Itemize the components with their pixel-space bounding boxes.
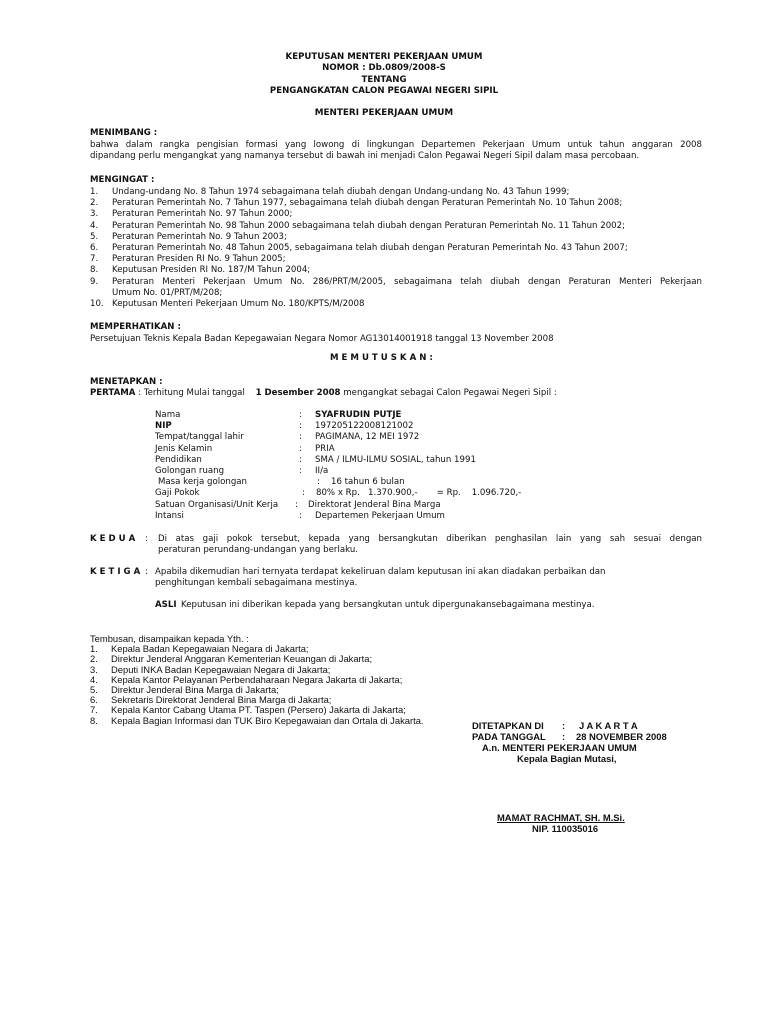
list-number: 5. bbox=[90, 683, 98, 695]
detail-separator: : bbox=[299, 432, 302, 443]
list-text: Peraturan Menteri Pekerjaan Umum No. 286/PRT/M/2005, sebagaimana telah diubah dengan Peraturan Menteri Pekerjaan bbox=[112, 276, 702, 287]
detail-row bbox=[155, 477, 555, 488]
detail-key: Intansi bbox=[155, 510, 184, 521]
detail-row bbox=[155, 432, 555, 443]
employee-details bbox=[155, 410, 555, 522]
tembusan-list bbox=[90, 634, 510, 726]
list-item bbox=[90, 198, 702, 209]
detail-value: SMA / ILMU-ILMU SOSIAL, tahun 1991 bbox=[315, 454, 476, 465]
pertama-text-end: mengangkat sebagai Calon Pegawai Negeri Sipil : bbox=[343, 388, 557, 398]
list-number: 1. bbox=[90, 187, 99, 197]
list-text: Peraturan Pemerintah No. 7 Tahun 1977, sebagaimana telah diubah dengan Peraturan Pemerintah No. 10 Tahun 2008; bbox=[112, 198, 623, 209]
detail-key: NIP bbox=[155, 421, 172, 432]
list-text: Sekretaris Direktorat Jenderal Bina Marga di Jakarta; bbox=[111, 694, 332, 706]
detail-row bbox=[155, 455, 555, 466]
list-text: Kepala Kantor Pelayanan Perbendaharaan Negara Jakarta di Jakarta; bbox=[111, 673, 403, 685]
menetapkan-heading: MENETAPKAN : bbox=[90, 377, 163, 387]
list-number: 10. bbox=[90, 298, 104, 309]
list-number: 2. bbox=[90, 198, 99, 209]
list-item bbox=[90, 265, 702, 276]
signatory-nip: NIP. 110035016 bbox=[532, 823, 599, 834]
list-item bbox=[90, 209, 702, 220]
detail-row bbox=[155, 466, 555, 477]
menimbang-heading: MENIMBANG : bbox=[90, 128, 158, 138]
detail-value: Departemen Pekerjaan Umum bbox=[315, 510, 445, 521]
list-number: 1. bbox=[90, 643, 98, 655]
signatory-name: MAMAT RACHMAT, SH. M.Si. bbox=[497, 812, 625, 823]
header-about: TENTANG bbox=[361, 74, 407, 85]
signatory-position: Kepala Bagian Mutasi, bbox=[517, 753, 617, 764]
list-text: Peraturan Presiden RI No. 9 Tahun 2005; bbox=[112, 254, 286, 265]
detail-row bbox=[155, 410, 555, 421]
detail-row bbox=[155, 500, 555, 511]
pertama-date: 1 Desember 2008 bbox=[255, 388, 341, 398]
list-number: 6. bbox=[90, 242, 99, 253]
list-text: Direktur Jenderal Anggaran Kementerian Keuangan di Jakarta; bbox=[111, 653, 373, 665]
ditetapkan-separator: : bbox=[562, 720, 566, 731]
detail-key: Gaji Pokok bbox=[155, 488, 200, 499]
list-number: 4. bbox=[90, 673, 98, 685]
detail-value: 16 tahun 6 bulan bbox=[331, 477, 405, 488]
pertama-clause bbox=[90, 388, 557, 399]
list-item bbox=[90, 705, 510, 715]
header-subject: PENGANGKATAN CALON PEGAWAI NEGERI SIPIL bbox=[269, 85, 499, 96]
detail-separator: : bbox=[299, 510, 302, 521]
detail-key: Pendidikan bbox=[155, 454, 202, 465]
detail-separator: : bbox=[317, 477, 320, 488]
pertama-label: PERTAMA bbox=[90, 388, 136, 398]
kedua-label: K E D U A bbox=[90, 534, 136, 544]
detail-row bbox=[155, 488, 555, 499]
memperhatikan-heading: MEMPERHATIKAN : bbox=[90, 322, 181, 332]
list-item bbox=[90, 187, 702, 198]
ketiga-separator: : bbox=[145, 567, 148, 577]
list-number: 9. bbox=[90, 276, 99, 287]
pertama-text: : Terhitung Mulai tanggal bbox=[138, 388, 245, 398]
list-item bbox=[90, 254, 702, 265]
menimbang-line-2: dipandang perlu mengangkat yang namanya tersebut di bawah ini menjadi Calon Pegawai Negeri Sipil dalam masa percobaan. bbox=[90, 151, 640, 161]
detail-separator: : bbox=[299, 454, 302, 465]
detail-value: Direktorat Jenderal Bina Marga bbox=[308, 499, 441, 510]
list-text: Keputusan Presiden RI No. 187/M Tahun 2004; bbox=[112, 265, 311, 276]
detail-separator: : bbox=[299, 410, 302, 420]
ketiga-label: K E T I G A bbox=[90, 567, 141, 577]
mengingat-list bbox=[90, 187, 702, 310]
detail-separator: : bbox=[299, 421, 302, 432]
list-item bbox=[90, 299, 702, 310]
detail-row bbox=[155, 421, 555, 432]
ketiga-line-2: penghitungan kembali sebagaimana mestinya. bbox=[155, 578, 358, 588]
detail-value: PAGIMANA, 12 MEI 1972 bbox=[315, 432, 420, 443]
tembusan-heading: Tembusan, disampaikan kepada Yth. : bbox=[90, 633, 249, 644]
list-text: Undang-undang No. 8 Tahun 1974 sebagaimana telah diubah dengan Undang-undang No. 43 Tahun 1999; bbox=[112, 187, 570, 197]
list-text: Peraturan Pemerintah No. 48 Tahun 2005, sebagaimana telah diubah dengan Peraturan Pemerintah No. 43 Tahun 2007; bbox=[112, 242, 628, 253]
document-header bbox=[0, 52, 768, 97]
detail-separator: : bbox=[299, 465, 302, 476]
list-text: Peraturan Pemerintah No. 9 Tahun 2003; bbox=[112, 231, 287, 242]
list-number: 3. bbox=[90, 663, 98, 675]
list-number: 3. bbox=[90, 209, 99, 220]
list-item bbox=[90, 221, 702, 232]
detail-row bbox=[155, 511, 555, 522]
detail-separator: : bbox=[302, 488, 305, 499]
ditetapkan-label: DITETAPKAN DI bbox=[472, 720, 544, 731]
detail-key: Golongan ruang bbox=[155, 465, 225, 476]
ketiga-line-1: Apabila dikemudian hari ternyata terdapat kekeliruan dalam keputusan ini akan diadakan perbaikan dan bbox=[155, 567, 606, 577]
memutuskan-heading: M E M U T U S K A N : bbox=[330, 353, 433, 363]
header-number: NOMOR : Db.0809/2008-S bbox=[322, 63, 446, 74]
detail-separator: : bbox=[295, 499, 298, 510]
tanggal-label: PADA TANGGAL bbox=[472, 731, 546, 742]
kedua-separator: : bbox=[145, 534, 148, 544]
ditetapkan-place: J A K A R T A bbox=[579, 720, 638, 731]
list-item bbox=[90, 716, 510, 726]
tanggal-value: 28 NOVEMBER 2008 bbox=[576, 731, 667, 742]
detail-key: Tempat/tanggal lahir bbox=[155, 432, 244, 443]
asli-text: Keputusan ini diberikan kepada yang bersangkutan untuk dipergunakansebagaimana mestinya. bbox=[181, 600, 595, 610]
list-number: 4. bbox=[90, 220, 99, 231]
list-text: Peraturan Pemerintah No. 98 Tahun 2000 sebagaimana telah diubah dengan Peraturan Pemerintah No. 11 Tahun 2002; bbox=[112, 220, 625, 231]
detail-value: PRIA bbox=[315, 443, 335, 454]
list-text: Kepala Badan Kepegawaian Negara di Jakarta; bbox=[111, 643, 309, 655]
list-text: Kepala Kantor Cabang Utama PT. Taspen (Persero) Jakarta di Jakarta; bbox=[111, 704, 406, 716]
list-text: Peraturan Pemerintah No. 97 Tahun 2000; bbox=[112, 209, 293, 220]
kedua-line-2: peraturan perundang-undangan yang berlaku. bbox=[158, 545, 358, 555]
list-item bbox=[90, 277, 702, 288]
list-number: 2. bbox=[90, 653, 98, 665]
list-number: 7. bbox=[90, 704, 98, 716]
list-text: Direktur Jenderal Bina Marga di Jakarta; bbox=[111, 683, 279, 695]
detail-key: Masa kerja golongan bbox=[158, 477, 248, 488]
detail-key: Jenis Kelamin bbox=[155, 443, 213, 454]
detail-value: II/a bbox=[315, 465, 329, 476]
issuer-title: MENTERI PEKERJAAN UMUM bbox=[314, 108, 454, 118]
list-number: 8. bbox=[90, 714, 98, 726]
detail-row bbox=[155, 444, 555, 455]
list-text: Kepala Bagian Informasi dan TUK Biro Kepegawaian dan Ortala di Jakarta. bbox=[111, 714, 424, 726]
detail-separator: : bbox=[299, 443, 302, 454]
kedua-line-1: Di atas gaji pokok tersebut, kepada yang bersangkutan diberikan penghasilan lain yang sah sesuai dengan bbox=[158, 534, 702, 544]
detail-value: SYAFRUDIN PUTJE bbox=[315, 410, 402, 420]
asli-label: ASLI bbox=[155, 600, 177, 610]
memperhatikan-text: Persetujuan Teknis Kepala Badan Kepegawaian Negara Nomor AG13014001918 tanggal 13 November 2008 bbox=[90, 334, 554, 344]
menimbang-line-1: bahwa dalam rangka pengisian formasi yang lowong di lingkungan Departemen Pekerjaan Umum untuk tahun anggaran 2008 bbox=[90, 140, 702, 150]
list-number: 8. bbox=[90, 265, 99, 276]
list-item-continuation bbox=[90, 288, 702, 299]
detail-value: 80% x Rp. 1.370.900,- = Rp. 1.096.720,- bbox=[316, 488, 522, 499]
tanggal-separator: : bbox=[562, 731, 566, 742]
list-text: Umum No. 01/PRT/M/208; bbox=[112, 287, 223, 298]
detail-key: Satuan Organisasi/Unit Kerja bbox=[155, 499, 279, 510]
mengingat-heading: MENGINGAT : bbox=[90, 175, 155, 185]
list-number: 6. bbox=[90, 694, 98, 706]
list-item bbox=[90, 243, 702, 254]
list-text: Deputi INKA Badan Kepegawaian Negara di Jakarta; bbox=[111, 663, 331, 675]
list-text: Keputusan Menteri Pekerjaan Umum No. 180/KPTS/M/2008 bbox=[112, 298, 365, 309]
detail-value: 197205122008121002 bbox=[315, 421, 414, 432]
detail-key: Nama bbox=[155, 410, 181, 420]
header-title: KEPUTUSAN MENTERI PEKERJAAN UMUM bbox=[285, 52, 483, 62]
list-number: 7. bbox=[90, 254, 99, 265]
signatory-office: A.n. MENTERI PEKERJAAN UMUM bbox=[482, 742, 637, 753]
list-item bbox=[90, 232, 702, 243]
list-number: 5. bbox=[90, 231, 99, 242]
